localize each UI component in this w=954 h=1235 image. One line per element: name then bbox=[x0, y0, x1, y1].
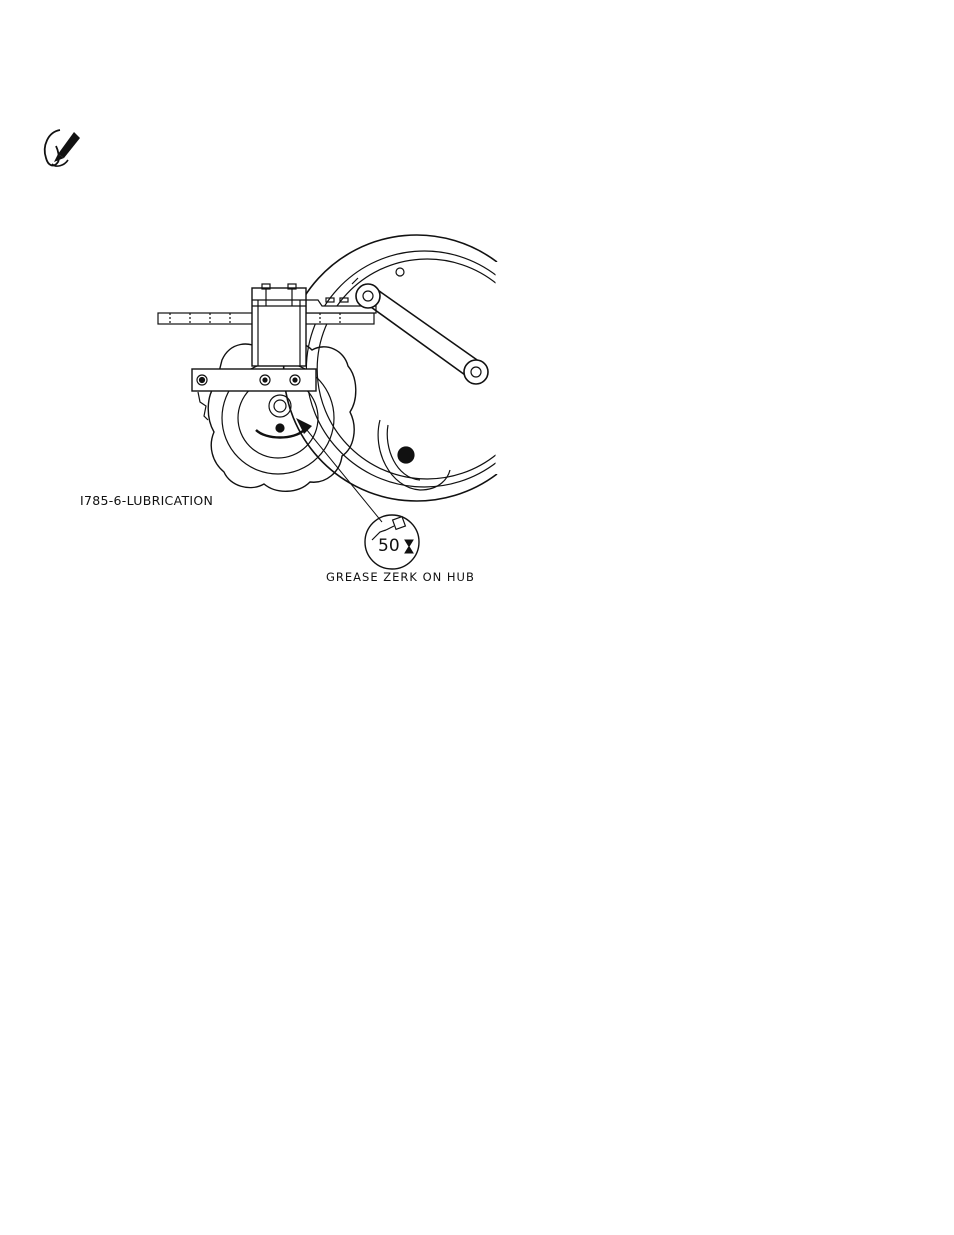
leader-arrow bbox=[296, 418, 312, 434]
lube-interval-value: 50 bbox=[378, 536, 400, 556]
callout-label: GREASE ZERK ON HUB bbox=[326, 570, 475, 584]
link-arm bbox=[352, 268, 488, 384]
hourglass-icon bbox=[405, 540, 413, 553]
mount-bracket bbox=[252, 284, 306, 366]
figure-id-label: I785-6-LUBRICATION bbox=[80, 493, 214, 508]
lower-wheel bbox=[378, 420, 450, 490]
